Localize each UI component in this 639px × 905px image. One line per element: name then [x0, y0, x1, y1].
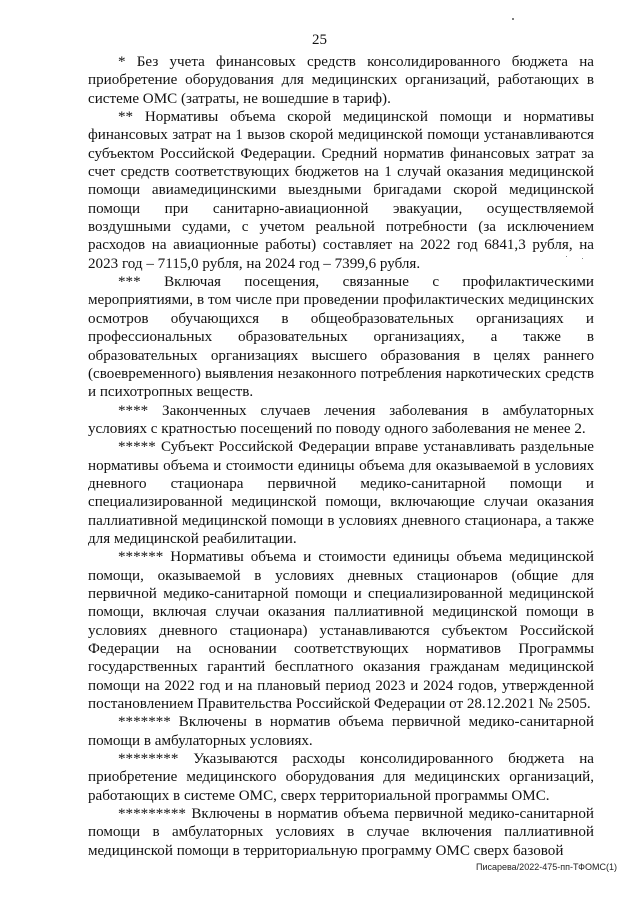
footnote-1: * Без учета финансовых средств консолидированного бюджета на приобретение оборудования для медицинских организаций, работающих в системе ОМС (затраты, не вошедшие в тариф). [88, 54, 594, 107]
footnotes-body [88, 53, 594, 860]
footnote-8: ******** Указываются расходы консолидированного бюджета на приобретение медицинского оборудования для медицинских организаций, работающих в системе ОМС, сверх территориальной программы ОМС. [88, 751, 594, 804]
scan-speck [512, 18, 514, 20]
document-footer-reference: Писарева/2022-475-пп-ТФОМС(1) [475, 862, 617, 872]
footnote-7: ******* Включены в норматив объема первичной медико-санитарной помощи в амбулаторных условиях. [88, 714, 594, 749]
footnote-2: ** Нормативы объема скорой медицинской помощи и нормативы финансовых затрат на 1 вызов скорой медицинской помощи устанавливаются субъектом Российской Федерации. Средний норматив финансовых затрат за счет средств соответствующих бюджетов на 1 случай оказания медицинской помощи авиамедицинскими выездными бригадами скорой медицинской помощи при санитарно-авиационной эвакуации, осуществляемой воздушными судами, с учетом реальной потребности (за исключением расходов на авиационные работы) составляет на 2022 год 6841,3 рубля, на 2023 год – 7115,0 рубля, на 2024 год – 7399,6 рубля. [88, 109, 594, 272]
footnote-3: *** Включая посещения, связанные с профилактическими мероприятиями, в том числе при проведении профилактических медицинских осмотров обучающихся в общеобразовательных организациях и профессиональных образовательных организациях, а также в образовательных организациях высшего образования в целях раннего (своевременного) выявления незаконного потребления наркотических средств и психотропных веществ. [88, 274, 594, 401]
footnote-5: ***** Субъект Российской Федерации вправе устанавливать раздельные нормативы объема и стоимости единицы объема для оказываемой в условиях дневного стационара первичной медико-санитарной помощи и специализированной медицинской помощи, включающие случаи оказания паллиативной медицинской помощи в условиях дневного стационара, а также для медицинской реабилитации. [88, 439, 594, 547]
footnote-6: ****** Нормативы объема и стоимости единицы объема медицинской помощи, оказываемой в условиях дневных стационаров (общие для первичной медико-санитарной помощи и специализированной медицинской помощи, включая случаи оказания паллиативной медицинской помощи в условиях дневного стационара) устанавливаются субъектом Российской Федерации на основании соответствующих нормативов Программы государственных гарантий бесплатного оказания гражданам медицинской помощи на 2022 год и на плановый период 2023 и 2024 годов, утвержденной постановлением Правительства Российской Федерации от 28.12.2021 № 2505. [88, 549, 594, 713]
footnote-4: **** Законченных случаев лечения заболевания в амбулаторных условиях с кратностью посещений по поводу одного заболевания не менее 2. [88, 402, 594, 437]
footnote-9: ********* Включены в норматив объема первичной медико-санитарной помощи в амбулаторных условиях в случае включения паллиативной медицинской помощи в территориальную программу ОМС сверх базовой [88, 806, 594, 859]
scan-speck [582, 258, 583, 259]
page-number: 25 [312, 32, 327, 48]
scan-speck [566, 256, 567, 257]
